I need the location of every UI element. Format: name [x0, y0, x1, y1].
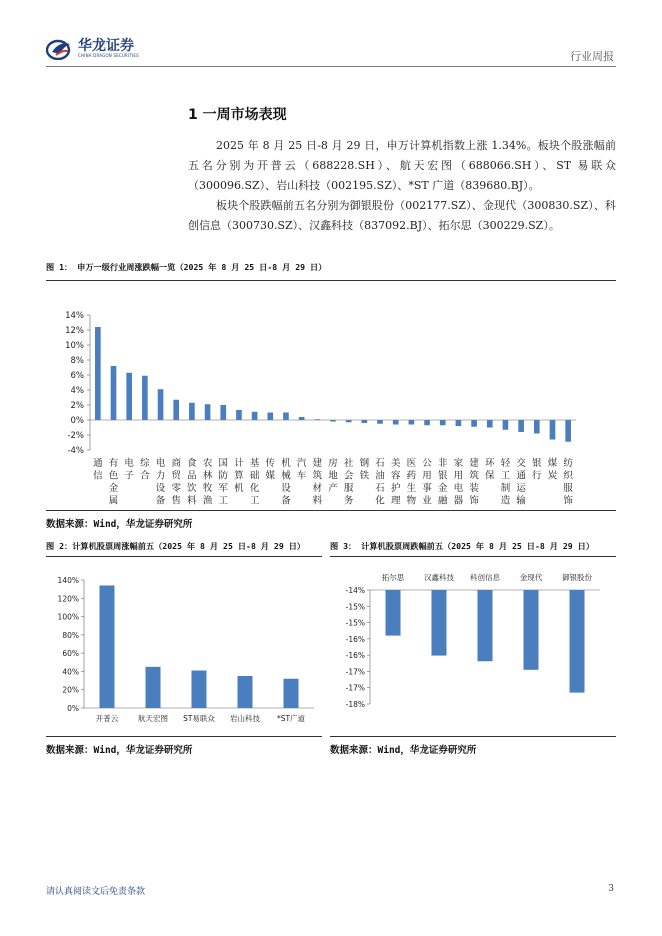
category-label: 电子	[124, 458, 134, 482]
category-label: ST易联众	[183, 714, 215, 723]
bar-4	[142, 376, 148, 420]
y-tick-label: -16%	[345, 634, 365, 644]
bar-2	[146, 667, 161, 708]
figure2-top-rule	[46, 556, 322, 557]
category-label: 食品饮料	[187, 458, 197, 507]
y-tick-label: 100%	[57, 612, 79, 622]
bar-5	[570, 590, 585, 693]
category-label: 岩山科技	[230, 714, 260, 723]
bar-3	[192, 671, 207, 708]
bar-11	[252, 412, 258, 420]
category-label: 综合	[140, 458, 150, 482]
bar-16	[330, 420, 336, 422]
figure3-caption: 图 3： 计算机股票周跌幅前五（2025 年 8 月 25 日-8 月 29 日）	[330, 541, 595, 551]
bar-2	[432, 590, 447, 656]
category-label: 有色金属	[108, 458, 119, 507]
bar-3	[478, 590, 493, 661]
footer-disclaimer: 请认真阅读文后免责条款	[46, 887, 146, 897]
figure3-bottom-rule	[330, 736, 616, 737]
category-label: 计算机	[234, 458, 244, 494]
y-tick-label: -18%	[345, 700, 365, 709]
y-tick-label: 2%	[70, 401, 84, 411]
bar-8	[205, 404, 211, 420]
bar-30	[550, 420, 556, 440]
category-label: 医药生物	[406, 458, 417, 507]
y-tick-label: -2%	[67, 431, 84, 441]
category-label: 基础化工	[249, 458, 260, 507]
category-label: 航天宏图	[138, 714, 168, 723]
figure1-caption: 图 1： 申万一级行业周涨跌幅一览（2025 年 8 月 25 日-8 月 29 日）	[46, 262, 327, 272]
category-label: 石油石化	[375, 458, 385, 507]
category-label: 拓尔思	[381, 573, 405, 582]
bar-26	[487, 420, 493, 428]
bar-21	[409, 420, 415, 425]
bar-29	[534, 420, 540, 434]
dragon-logo-icon	[46, 38, 74, 60]
bar-4	[524, 590, 539, 670]
bar-1	[100, 585, 115, 708]
report-type-label: 行业周报	[570, 50, 614, 63]
figure1-source: 数据来源：Wind，华龙证券研究所	[46, 519, 193, 530]
y-tick-label: 8%	[70, 356, 84, 366]
category-label: 电力设备	[155, 458, 166, 507]
bar-19	[377, 420, 383, 424]
category-label: 银行	[532, 458, 542, 482]
y-tick-label: -17%	[345, 683, 365, 693]
category-label: 轻工制造	[500, 458, 511, 507]
category-label: 传媒	[265, 458, 276, 482]
bar-20	[393, 420, 399, 425]
category-label: *ST广道	[276, 714, 306, 723]
y-tick-label: 14%	[65, 311, 84, 321]
top5-gainers-chart	[46, 558, 322, 736]
company-name-en: CHINA DRAGON SECURITIES	[78, 53, 139, 58]
category-label: 开普云	[95, 714, 119, 723]
figure1-bottom-rule	[46, 510, 616, 511]
category-label: 公用事业	[422, 458, 432, 507]
y-tick-label: -16%	[345, 651, 365, 661]
bar-17	[346, 420, 352, 422]
category-label: 房地产	[328, 458, 338, 494]
company-name-cn: 华龙证券	[78, 38, 134, 54]
figure2-bottom-rule	[46, 736, 322, 737]
figure2-source: 数据来源：Wind，华龙证券研究所	[46, 745, 193, 756]
bar-7	[189, 403, 195, 420]
category-label: 建筑材料	[312, 458, 323, 507]
y-tick-label: 140%	[57, 576, 79, 585]
y-tick-label: 20%	[62, 685, 79, 695]
figure1-top-rule	[46, 280, 616, 281]
figure2-caption: 图 2：计算机股票周涨幅前五（2025 年 8 月 25 日-8 月 29 日）	[46, 541, 306, 551]
bar-5	[284, 679, 299, 708]
y-tick-label: 6%	[70, 371, 84, 381]
bar-12	[267, 413, 273, 421]
bar-6	[173, 400, 179, 420]
category-label: 家用电器	[453, 458, 464, 507]
y-tick-label: 0%	[67, 704, 79, 713]
category-label: 纺织服饰	[563, 458, 573, 507]
y-tick-label: 4%	[70, 386, 84, 396]
bar-25	[471, 420, 477, 427]
category-label: 御银股份	[562, 573, 592, 582]
bar-10	[236, 410, 242, 420]
bar-24	[456, 420, 462, 426]
page-header	[0, 0, 662, 72]
category-label: 钢铁	[359, 458, 370, 482]
category-label: 金现代	[519, 573, 543, 582]
y-tick-label: -15%	[345, 618, 365, 628]
paragraph-losers: 板块个股跌幅前五名分别为御银股份（002177.SZ）、金现代（300830.SZ）、科创信息（300730.SZ）、汉鑫科技（837092.BJ）、拓尔思（300229.SZ）。	[188, 199, 616, 232]
bar-2	[111, 366, 117, 420]
category-label: 科创信息	[470, 573, 500, 582]
category-label: 煤炭	[547, 458, 558, 482]
company-logo	[46, 38, 139, 60]
bar-9	[220, 405, 226, 420]
y-tick-label: -15%	[345, 602, 365, 612]
bar-22	[424, 420, 430, 425]
page-number: 3	[608, 884, 614, 894]
y-tick-label: 60%	[62, 649, 79, 659]
figure3-top-rule	[330, 556, 616, 557]
bar-28	[518, 420, 524, 432]
y-tick-label: 0%	[70, 416, 84, 426]
category-label: 汉鑫科技	[424, 573, 454, 582]
paragraph-gainers: 2025 年 8 月 25 日-8 月 29 日，申万计算机指数上涨 1.34%。板块个股涨幅前五名分别为开普云（688228.SH）、航天宏图（688066.SH）、ST 易联众（300096.SZ）、岩山科技（002195.SZ）、*ST 广道（839680.BJ）。	[188, 139, 616, 192]
bar-3	[126, 373, 132, 420]
y-tick-label: 80%	[62, 630, 79, 640]
category-label: 通信	[93, 458, 103, 482]
section-title: 1 一周市场表现	[188, 107, 287, 123]
category-label: 美容护理	[390, 458, 401, 507]
bar-31	[565, 420, 571, 442]
bar-13	[283, 413, 289, 421]
bar-4	[238, 676, 253, 708]
bar-23	[440, 420, 446, 425]
bar-14	[299, 417, 305, 420]
bar-27	[503, 420, 509, 430]
category-label: 交通运输	[516, 458, 526, 507]
category-label: 社会服务	[343, 458, 354, 507]
header-divider	[46, 66, 616, 67]
category-label: 汽车	[296, 458, 307, 482]
figure3-source: 数据来源：Wind，华龙证券研究所	[330, 745, 477, 756]
y-tick-label: -14%	[345, 586, 365, 595]
bar-5	[158, 389, 164, 420]
y-tick-label: -4%	[67, 446, 84, 456]
category-label: 环保	[485, 458, 495, 482]
y-tick-label: -17%	[345, 667, 365, 677]
top5-losers-chart	[330, 558, 616, 736]
bar-1	[95, 327, 101, 420]
category-label: 农林牧渔	[202, 458, 213, 507]
y-tick-label: 12%	[65, 326, 84, 336]
category-label: 非银金融	[437, 458, 448, 507]
category-label: 机械设备	[281, 458, 291, 507]
category-label: 国防军工	[218, 458, 229, 507]
bar-1	[386, 590, 401, 636]
y-tick-label: 40%	[62, 667, 79, 677]
category-label: 建筑装饰	[469, 458, 479, 507]
bar-15	[315, 419, 321, 420]
bar-18	[362, 420, 368, 423]
y-tick-label: 120%	[57, 594, 79, 604]
industry-weekly-change-chart	[46, 282, 616, 508]
category-label: 商贸零售	[171, 458, 181, 507]
y-tick-label: 10%	[65, 341, 84, 351]
